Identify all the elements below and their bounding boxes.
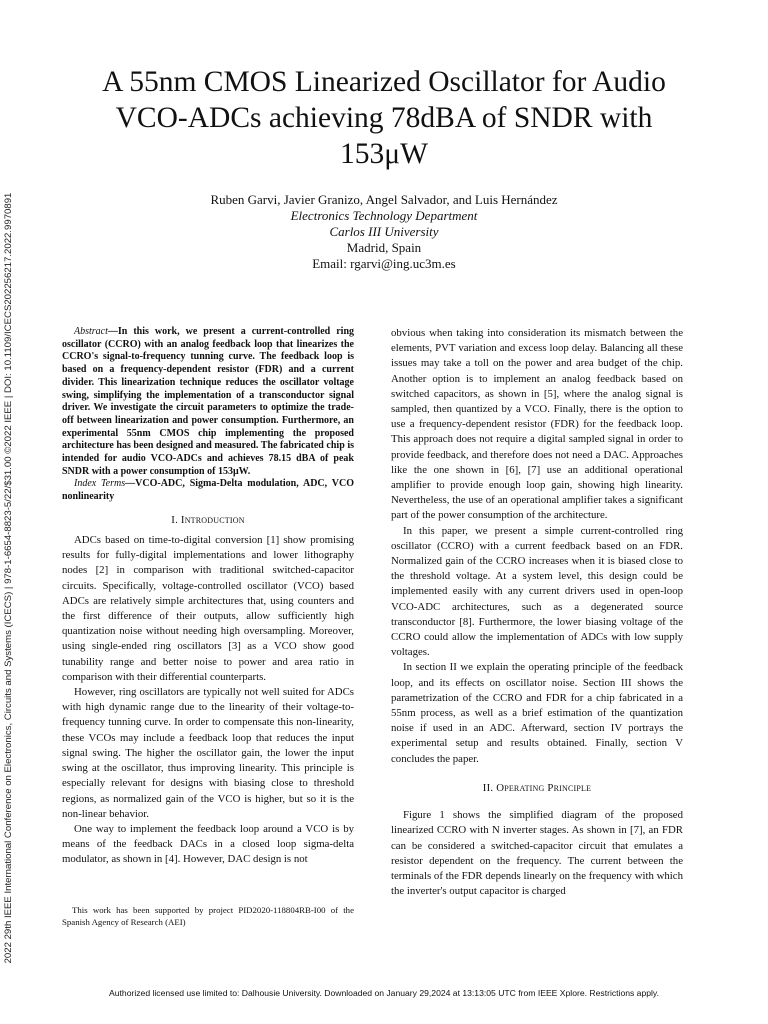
abstract [62, 326, 354, 478]
intro-paragraph-1: ADCs based on time-to-digital conversion [1] show promising results for fully-digital implementations and lower lithography nodes [2] in comparison with traditional switched-capacitor circuits. Specifically, voltage-controlled oscillator (VCO) based ADCs are relatively simple architectures that, using counters and the first difference of their outputs, allow sufficiently high quantization noise without needing high oversampling. Moreover, using single-ended ring oscillators [3] as a VCO show good tunability range and better noise to power and area ratio in comparison with their differential counterparts. [62, 534, 354, 683]
title-line-3: 153μW [340, 138, 428, 170]
abstract-text: —In this work, we present a current-controlled ring oscillator (CCRO) with an analog feedback loop that linearizes the CCRO's signal-to-frequency tunning curve. The feedback loop is based on a frequency-dependent resistor (FDR) and a current divider. This linearization technique reduces the oscillator voltage swing, simplifying the implementation of a transconductor signal driver. We investigate the circuit parameters to optimize the trade-off between linearization and power consumption. Furthermore, an experimental 55nm CMOS chip implementing the proposed architecture has been designed and measured. The fabricated chip is intended for audio VCO-ADCs and achieves 78.15 dBA of peak SNDR with a power consumption of 153μW. [62, 326, 354, 477]
right-column [391, 326, 683, 899]
title-line-2: VCO-ADCs achieving 78dBA of SNDR with [115, 102, 653, 134]
author-location: Madrid, Spain [346, 240, 422, 255]
conference-sidebar-text: 2022 29th IEEE International Conference on Electronics, Circuits and Systems (ICECS) | 978-1-6654-8823-5/22/$31.00 ©2022 IEEE | DOI: 10.1109/ICECS202256217.2022.9970891 [3, 192, 14, 964]
right-paragraph-1: obvious when taking into consideration its mismatch between the elements, PVT variation and excess loop delay. Balancing all these issues may take a toll on the power and area budget of the chip. Another option is to implement an analog feedback based on switched capacitors, as shown in [5], where the analog signal is sampled, then quantized by a VCO. Finally, there is the option to use a frequency-dependent resistor (FDR) for the feedback loop. This approach does not require a digital sampled signal in order to provide feedback, and therefore does not need a DAC. Approaches like the one shown in [6], [7] use an additional operational amplifier to provide enough loop gain, showing high linearity. Nevertheless, the use of an operational amplifier takes a significant part of the power consumption of the architecture. [391, 327, 683, 522]
index-terms-text: —VCO-ADC, Sigma-Delta modulation, ADC, VCO nonlinearity [62, 478, 355, 503]
download-footer: Authorized licensed use limited to: Dalhousie University. Downloaded on January 29,2024 at 13:13:05 UTC from IEEE Xplore. Restrictions apply. [109, 988, 659, 998]
funding-footnote: This work has been supported by project PID2020-118804RB-I00 of the Spanish Agency of Research (AEI) [62, 905, 354, 927]
section-heading-introduction [62, 513, 354, 528]
index-terms-label: Index Terms [74, 478, 126, 490]
section-2-title: Operating Principle [496, 781, 592, 794]
left-column [62, 326, 354, 868]
author-email: Email: rgarvi@ing.uc3m.es [312, 256, 456, 271]
section-heading-operating-principle [391, 781, 683, 796]
author-names: Ruben Garvi, Javier Granizo, Angel Salvador, and Luis Hernández [210, 192, 558, 207]
abstract-label: Abstract [74, 326, 108, 337]
author-block [100, 192, 668, 272]
author-department: Electronics Technology Department [290, 208, 478, 223]
section-1-title: Introduction [180, 513, 245, 526]
right-paragraph-3: In section II we explain the operating principle of the feedback loop, and its effects on oscillator noise. Section III shows the parametrization of the CCRO and FDR for a chip fabricated in a 55nm process, as well as a brief estimation of the quantization noise if used in an ADC. Afterward, section IV portrays the experimental setup and results obtained. Finally, section V concludes the paper. [391, 661, 683, 765]
title-line-1: A 55nm CMOS Linearized Oscillator for Audio [102, 66, 666, 98]
index-terms [62, 478, 354, 503]
author-university: Carlos III University [329, 224, 439, 239]
right-paragraph-4: Figure 1 shows the simplified diagram of the proposed linearized CCRO with N inverter stages. As shown in [7], an FDR can be considered a switched-capacitor circuit that emulates a resistor dependent on the frequency. The current between the terminals of the FDR depends linearly on the frequency with which the inverter's output capacitor is charged [391, 809, 683, 898]
section-2-number: II. [482, 781, 494, 794]
paper-title [60, 64, 708, 172]
intro-paragraph-2: However, ring oscillators are typically not well suited for ADCs with high dynamic range due to the linearity of their voltage-to-frequency tunning curve. In order to compensate this non-linearity, these VCOs may include a feedback loop that reduces the input signal swing. The higher the oscillator gain, the lower the input swing at the oscillator, thus improving linearity. This principle is especially relevant for designs with biasing close to threshold regions, as normalized gain of the VCO is higher, but so it is the non-linear behavior. [62, 686, 354, 820]
right-paragraph-2: In this paper, we present a simple current-controlled ring oscillator (CCRO) with a current feedback based on an FDR. Normalized gain of the CCRO increases when it is biased close to the threshold voltage. At a system level, this design could be implemented easily with any current drivers used in open-loop VCO-ADC architectures, such as a degenerated source transconductor [8]. Furthermore, the lower biasing voltage of the CCRO could allow the implementation of ADCs with low supply voltages. [391, 524, 683, 659]
section-1-number: I. [171, 513, 178, 526]
intro-paragraph-3: One way to implement the feedback loop around a VCO is by means of the feedback DACs in a closed loop sigma-delta modulator, as shown in [4]. However, DAC design is not [62, 822, 354, 866]
